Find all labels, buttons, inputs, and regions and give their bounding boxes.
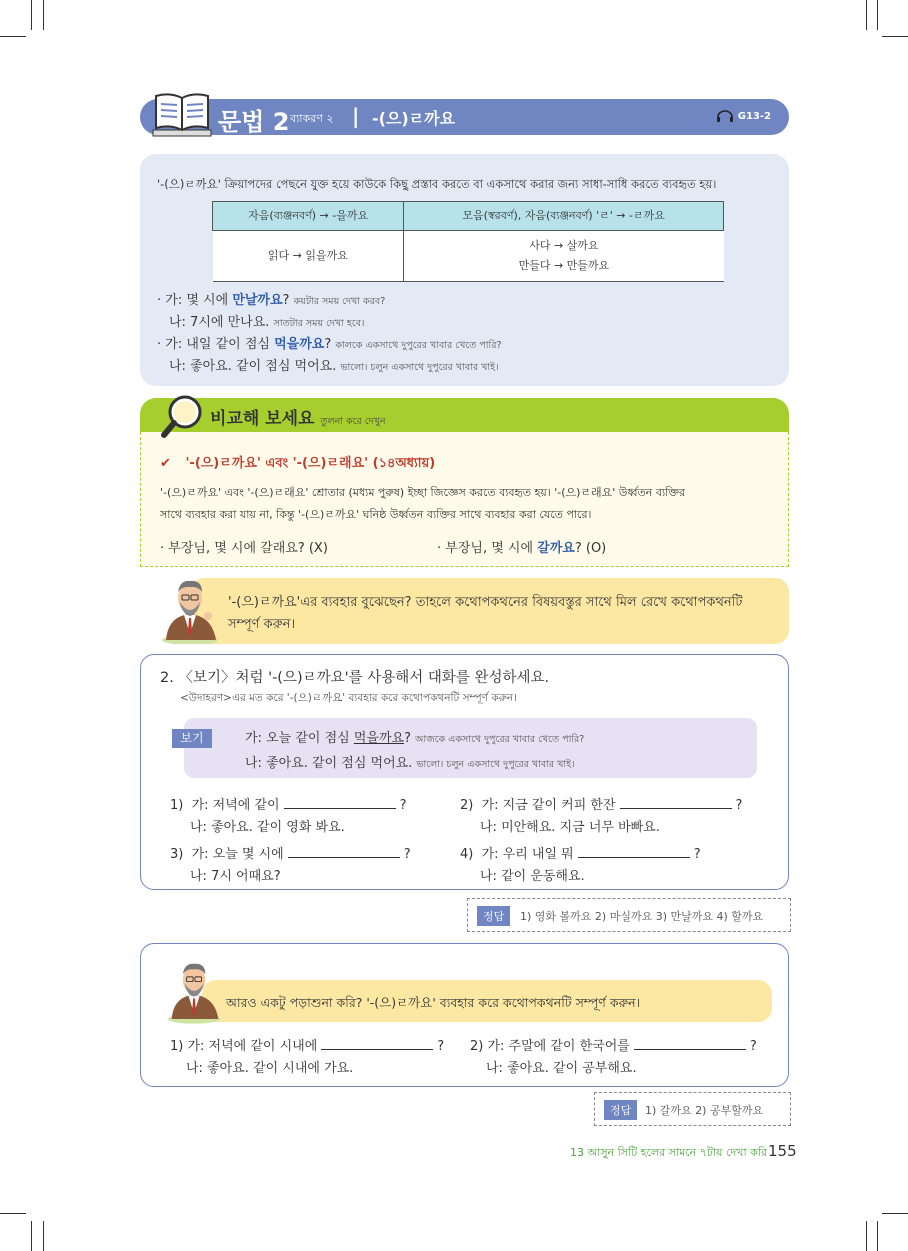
more-item-1: 1) 가: 저녁에 같이 시내에 ? 나: 좋아요. 같이 시내에 가요. <box>170 1039 445 1076</box>
section-subtitle: ব্যাকরণ ২ <box>290 112 334 125</box>
teacher-illustration <box>166 955 224 1025</box>
example-line: 나: 7시에 만나요. সাতটার সময় দেখা হবে। <box>169 315 365 330</box>
answer-blank[interactable] <box>634 1037 746 1050</box>
headphones-icon <box>716 110 734 122</box>
grammar-pattern: -(으)ㄹ까요 <box>372 109 456 128</box>
answer-blank[interactable] <box>288 845 400 858</box>
table-cell: 읽다 → 읽을까요 <box>213 231 404 282</box>
section-title: 문법 2 <box>218 108 290 136</box>
table-cell: 사다 → 살까요 만들다 → 만들까요 <box>404 231 724 282</box>
header-separator: | <box>352 104 360 128</box>
crop-mark <box>31 0 32 30</box>
crop-mark <box>882 36 908 37</box>
chapter-footer: 13 আসুন সিটি হলের সামনে ৭টায় দেখা করি <box>570 1146 768 1159</box>
example-label: 보기 <box>172 729 212 748</box>
exercise-item-1: 1) 가: 저녁에 같이 ? 나: 좋아요. 같이 영화 봐요. <box>170 798 407 835</box>
crop-mark <box>43 1221 44 1251</box>
section-header <box>140 99 789 135</box>
compare-explanation: '-(으)ㄹ까요' এবং '-(으)ㄹ래요' শ্রোতার (মধ্যম পুরুষ) ইচ্ছা জিজ্ঞেস করতে ব্যবহৃত হয়। '-(으)ㄹ래요' উর্ধ্বতন ব্যক্তির সাথে ব্যবহার করা যায় না, কিন্তু '-(으)ㄹ까요' ঘনিষ্ঠ উর্ধ্বতন ব্যক্তির সাথে ব্যবহার করা যেতে পারে। <box>160 486 686 521</box>
grammar-examples <box>157 290 502 378</box>
crop-mark <box>866 1221 867 1251</box>
exercise-item-3: 3) 가: 오늘 몇 시에 ? 나: 7시 어때요? <box>170 847 411 884</box>
audio-code: G13-2 <box>737 111 771 122</box>
example-line: · 가: 몇 시에 만날까요? কয়টার সময় দেখা করব? <box>157 293 386 308</box>
callout-text: '-(으)ㄹ까요'এর ব্যবহার বুঝেছেন? তাহলে কথোপকথনের বিষয়বস্তুর সাথে মিল রেখে কথোপকথনটি সম্পূর্ণ করুন। <box>228 595 743 632</box>
crop-mark <box>0 1213 26 1214</box>
example-line-b: 나: 좋아요. 같이 점심 먹어요. ভালো। চলুন একসাথে দুপুরের খাবার খাই। <box>245 756 575 771</box>
answer-text: 1) 영화 볼까요 2) 마실까요 3) 만날까요 4) 할까요 <box>520 910 764 923</box>
page-number: 155 <box>768 1142 797 1160</box>
crop-mark <box>866 0 867 30</box>
answer-box <box>594 1092 791 1126</box>
exercise-item-4: 4) 가: 우리 내일 뭐 ? 나: 같이 운동해요. <box>460 847 701 884</box>
answer-blank[interactable] <box>578 845 690 858</box>
compare-example-wrong: · 부장님, 몇 시에 갈래요? (X) <box>160 541 328 556</box>
example-line: 나: 좋아요. 같이 점심 먹어요. ভালো। চলুন একসাথে দুপুরের খাবার খাই। <box>169 359 499 374</box>
conjugation-table <box>212 201 724 282</box>
example-line-a: 가: 오늘 같이 점심 먹을까요? আজকে একসাথে দুপুরের খাবার খেতে পারি? <box>245 731 585 746</box>
crop-mark <box>877 0 878 30</box>
check-icon: ✔ <box>160 456 171 471</box>
table-header: 자음(ব্যঞ্জনবর্ণ) → -을까요 <box>213 202 404 231</box>
answer-blank[interactable] <box>284 796 396 809</box>
grammar-description: '-(으)ㄹ까요' ক্রিয়াপদের পেছনে যুক্ত হয়ে কাউকে কিছু প্রস্তাব করতে বা একসাথে করার জন্য সাধা-সাধি করতে ব্যবহৃত হয়। <box>157 177 717 191</box>
table-header: 모음(স্বরবর্ণ), 자음(ব্যঞ্জনবর্ণ) 'ㄹ' → -ㄹ까요 <box>404 202 724 231</box>
answer-label: 정답 <box>604 1100 637 1120</box>
magnifier-icon <box>160 393 206 439</box>
exercise-subtitle: <উদাহরণ>এর মত করে '-(으)ㄹ까요' ব্যবহার করে কথোপকথনটি সম্পূর্ণ করুন। <box>180 692 517 704</box>
crop-mark <box>877 1221 878 1251</box>
teacher-illustration <box>160 574 222 644</box>
answer-blank[interactable] <box>620 796 732 809</box>
crop-mark <box>0 36 26 37</box>
exercise-item-2: 2) 가: 지금 같이 커피 한잔 ? 나: 미안해요. 지금 너무 바빠요. <box>460 798 743 835</box>
more-callout-text: আরও একটু পড়াশুনা করি? '-(으)ㄹ까요' ব্যবহার করে কথোপকথনটি সম্পূর্ণ করুন। <box>226 995 641 1010</box>
answer-label: 정답 <box>477 906 510 926</box>
answer-text: 1) 갈까요 2) 공부할까요 <box>645 1104 764 1117</box>
answer-box <box>467 898 791 932</box>
audio-track[interactable] <box>716 110 771 122</box>
compare-title: 비교해 보세요 তুলনা করে দেখুন <box>210 409 386 429</box>
answer-blank[interactable] <box>321 1037 433 1050</box>
more-item-2: 2) 가: 주말에 같이 한국어를 ? 나: 좋아요. 같이 공부해요. <box>470 1039 757 1076</box>
crop-mark <box>882 1213 908 1214</box>
crop-mark <box>43 0 44 30</box>
crop-mark <box>31 1221 32 1251</box>
exercise-title: 2. 〈보기〉처럼 '-(으)ㄹ까요'를 사용해서 대화를 완성하세요. <box>160 670 550 686</box>
compare-example-right: · 부장님, 몇 시에 갈까요? (O) <box>437 541 607 556</box>
example-line: · 가: 내일 같이 점심 먹을까요? কালকে একসাথে দুপুরের খাবার খেতে পারি? <box>157 337 502 352</box>
compare-heading: ✔ '-(으)ㄹ까요' এবং '-(으)ㄹ래요' (১৪অধ্যায়) <box>160 456 436 471</box>
book-icon <box>152 92 212 138</box>
